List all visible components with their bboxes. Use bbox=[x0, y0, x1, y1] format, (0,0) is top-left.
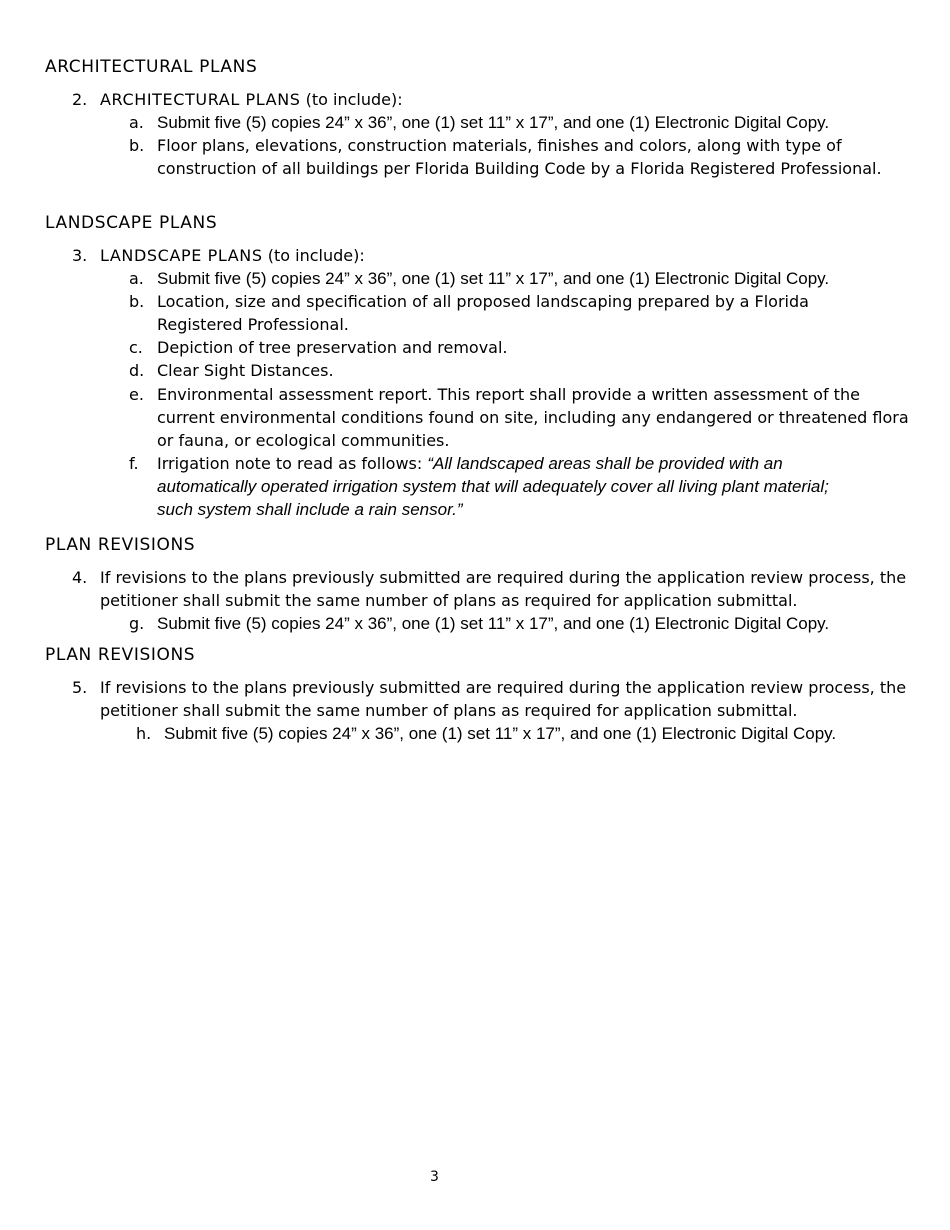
sub-item-text: Location, size and specification of all proposed landscaping prepared by a Florida bbox=[157, 292, 809, 311]
item-number: 2. bbox=[72, 90, 88, 109]
sub-item-letter: d. bbox=[129, 361, 145, 380]
item-title-text: LANDSCAPE PLANS bbox=[100, 246, 263, 265]
item-text: If revisions to the plans previously submitted are required during the application review process, the bbox=[100, 568, 907, 587]
sub-item-letter: h. bbox=[136, 724, 152, 743]
sub-item-text: or fauna, or ecological communities. bbox=[157, 431, 450, 450]
irrigation-quote: automatically operated irrigation system that will adequately cover all living plant material; bbox=[157, 477, 829, 496]
section-heading-plan-revisions: PLAN REVISIONS bbox=[45, 535, 196, 555]
item-text: petitioner shall submit the same number of plans as required for application submittal. bbox=[100, 701, 798, 720]
sub-item-letter: g. bbox=[129, 614, 145, 633]
sub-item-text: Registered Professional. bbox=[157, 315, 349, 334]
sub-item-text: Depiction of tree preservation and removal. bbox=[157, 338, 508, 357]
sub-item-text: Submit five (5) copies 24” x 36”, one (1) set 11” x 17”, and one (1) Electronic Digital Copy. bbox=[157, 614, 830, 633]
sub-item-letter: e. bbox=[129, 385, 144, 404]
section-heading-architectural: ARCHITECTURAL PLANS bbox=[45, 57, 258, 77]
item-title-architectural bbox=[100, 90, 403, 109]
sub-item-letter: b. bbox=[129, 292, 145, 311]
item-text: petitioner shall submit the same number of plans as required for application submittal. bbox=[100, 591, 798, 610]
sub-item-text: Clear Sight Distances. bbox=[157, 361, 334, 380]
section-heading-landscape: LANDSCAPE PLANS bbox=[45, 213, 218, 233]
sub-item-text: construction of all buildings per Florida Building Code by a Florida Registered Professional. bbox=[157, 159, 882, 178]
sub-item-text: Environmental assessment report. This report shall provide a written assessment of the bbox=[157, 385, 860, 404]
sub-item-letter: a. bbox=[129, 269, 144, 288]
sub-item-text bbox=[157, 454, 783, 474]
irrigation-lead: Irrigation note to read as follows: bbox=[157, 454, 428, 473]
section-heading-plan-revisions: PLAN REVISIONS bbox=[45, 645, 196, 665]
item-title-suffix: (to include): bbox=[262, 246, 365, 265]
sub-item-letter: a. bbox=[129, 113, 144, 132]
item-number: 3. bbox=[72, 246, 88, 265]
item-number: 5. bbox=[72, 678, 88, 697]
sub-item-text: Submit five (5) copies 24” x 36”, one (1) set 11” x 17”, and one (1) Electronic Digital Copy. bbox=[157, 269, 830, 288]
sub-item-letter: c. bbox=[129, 338, 143, 357]
sub-item-text: Floor plans, elevations, construction materials, finishes and colors, along with type of bbox=[157, 136, 842, 155]
item-text: If revisions to the plans previously submitted are required during the application review process, the bbox=[100, 678, 907, 697]
page-number: 3 bbox=[430, 1169, 439, 1185]
item-title-suffix: (to include): bbox=[300, 90, 403, 109]
irrigation-quote: such system shall include a rain sensor.” bbox=[157, 500, 463, 519]
sub-item-text: Submit five (5) copies 24” x 36”, one (1) set 11” x 17”, and one (1) Electronic Digital Copy. bbox=[157, 113, 830, 132]
sub-item-text: current environmental conditions found on site, including any endangered or threatened flora bbox=[157, 408, 909, 427]
irrigation-quote: “All landscaped areas shall be provided with an bbox=[427, 454, 783, 473]
item-title-text: ARCHITECTURAL PLANS bbox=[100, 90, 301, 109]
item-number: 4. bbox=[72, 568, 88, 587]
sub-item-letter: f. bbox=[129, 454, 139, 473]
item-title-landscape bbox=[100, 246, 365, 265]
sub-item-text: Submit five (5) copies 24” x 36”, one (1) set 11” x 17”, and one (1) Electronic Digital Copy. bbox=[164, 724, 837, 743]
sub-item-letter: b. bbox=[129, 136, 145, 155]
